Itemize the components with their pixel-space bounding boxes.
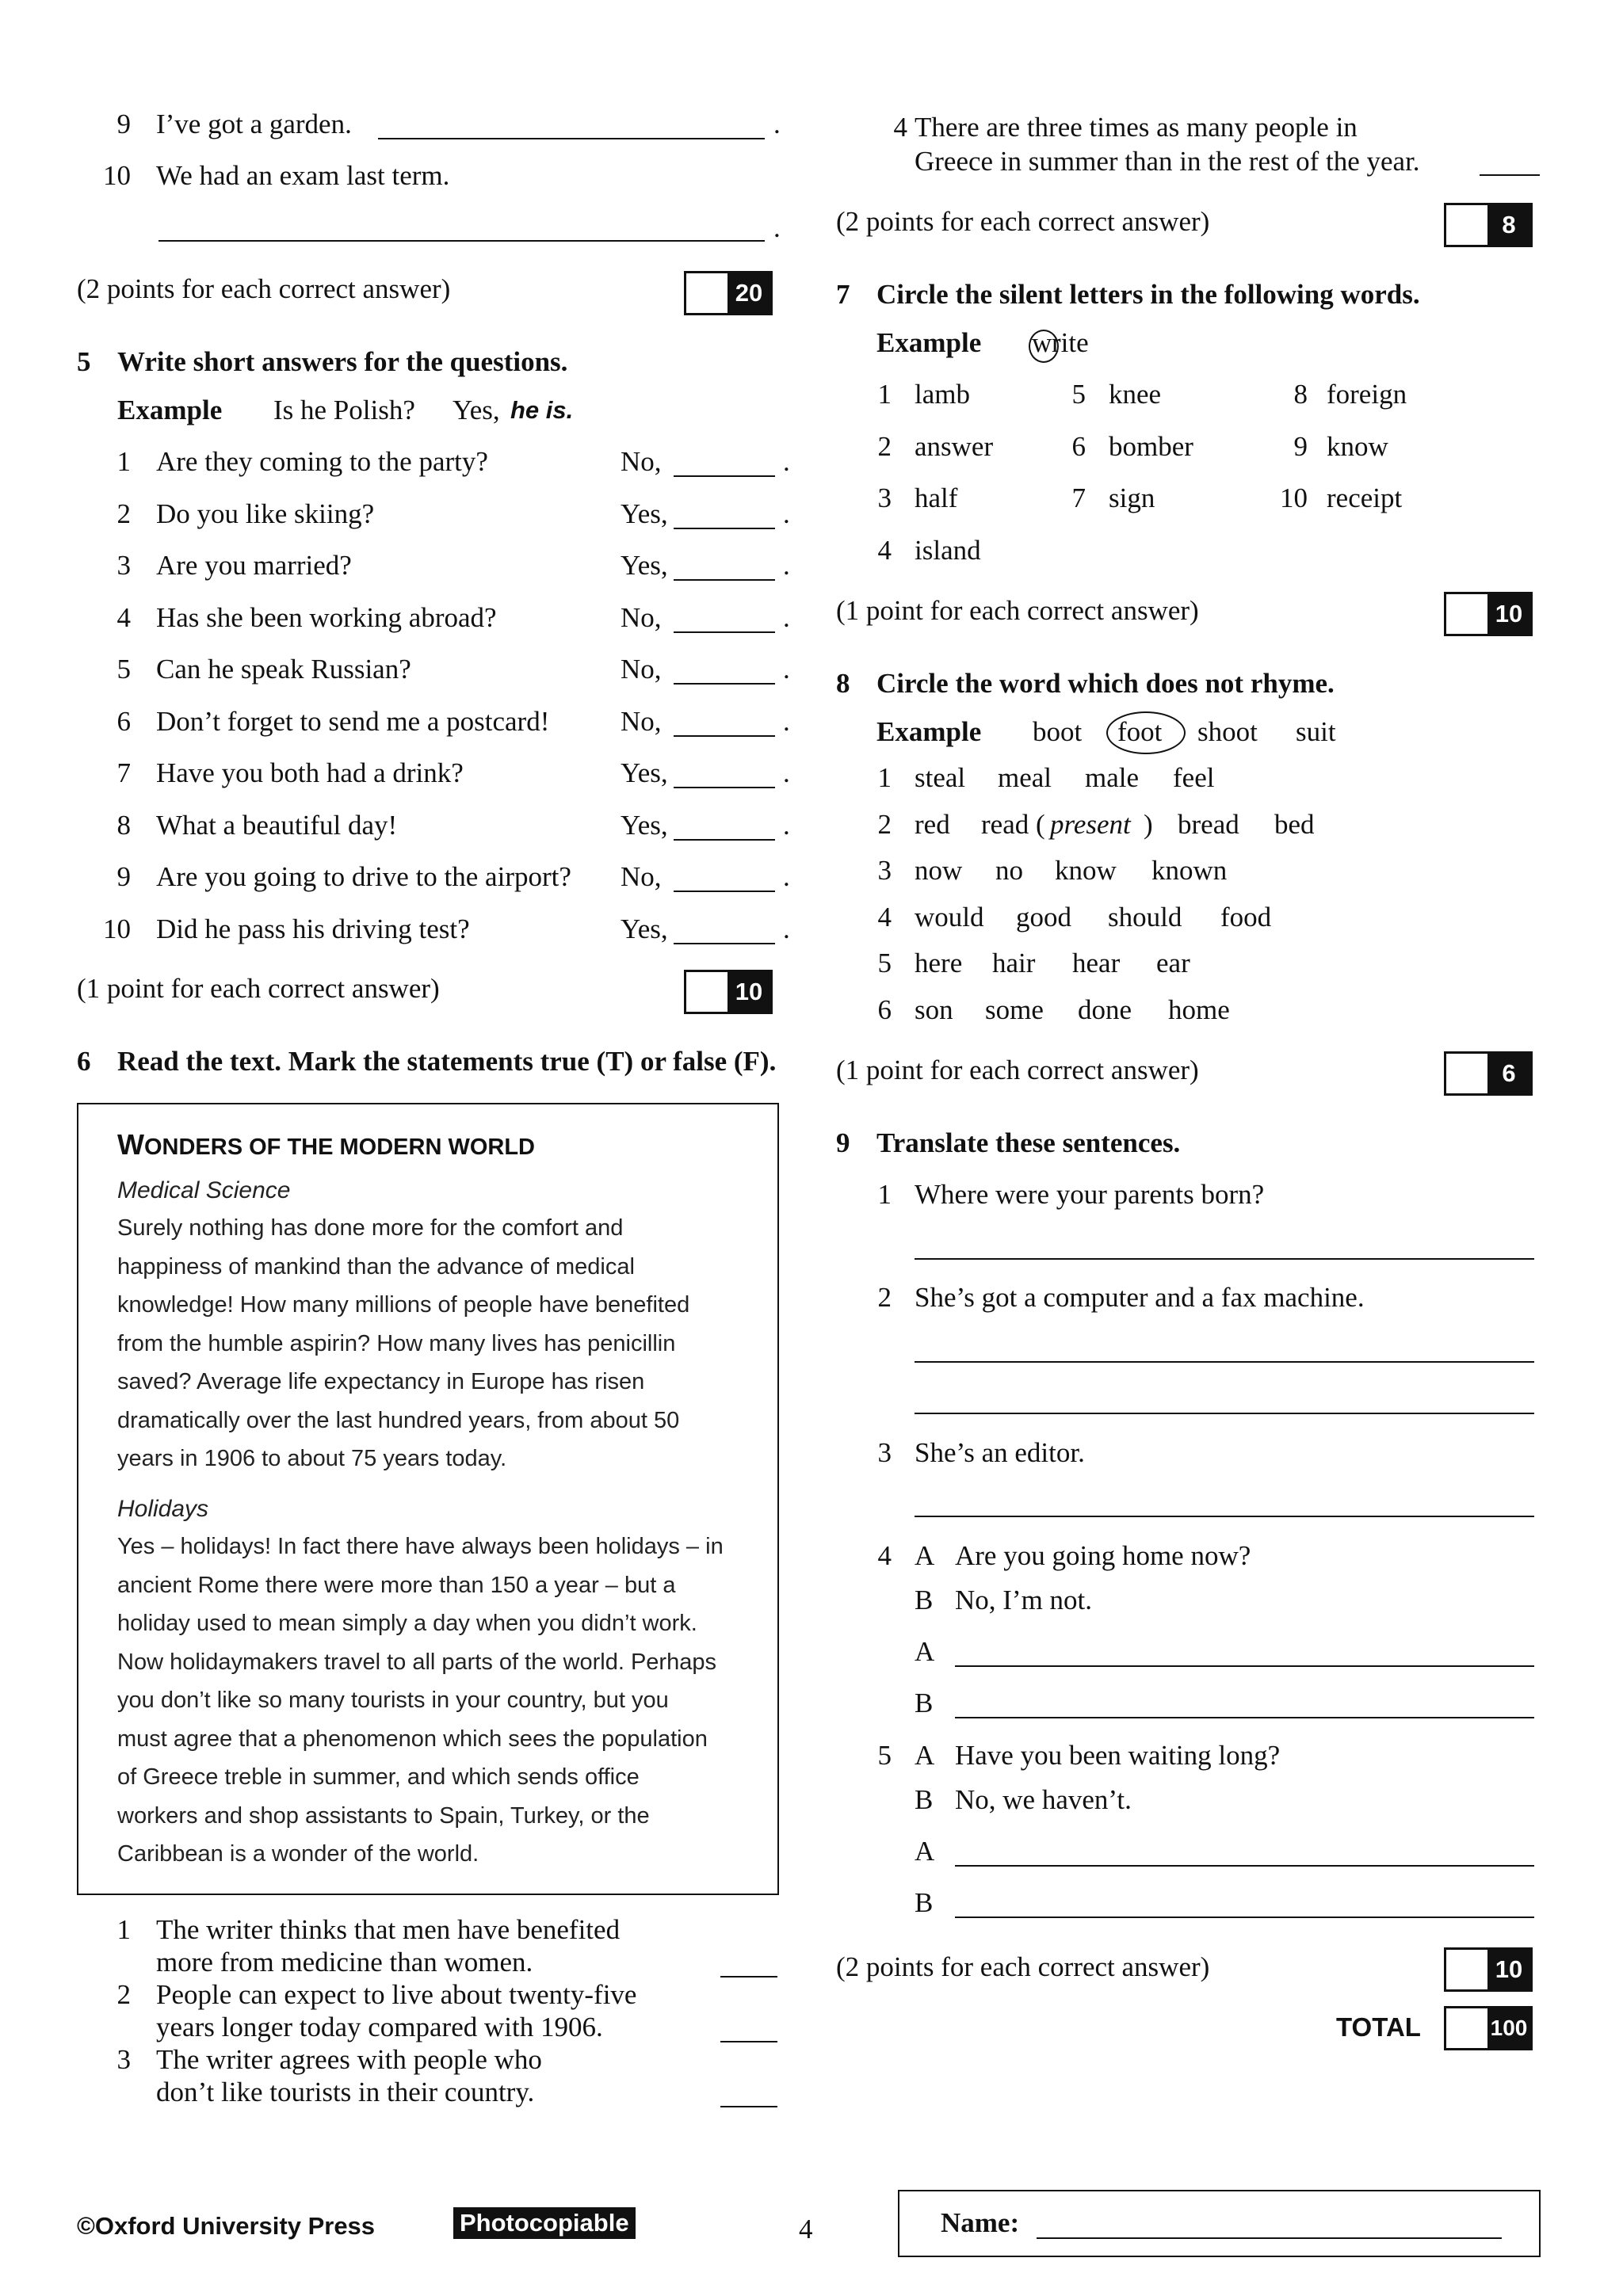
word[interactable]: knee: [1109, 379, 1162, 410]
tf-answer-line[interactable]: [720, 2041, 777, 2042]
item-number: 10: [103, 160, 131, 191]
answer-line[interactable]: [674, 579, 775, 581]
row-number: 1: [877, 762, 892, 793]
rhyme-word[interactable]: hear: [1072, 948, 1121, 978]
paragraph-line: saved? Average life expectancy in Europe has risen: [117, 1369, 645, 1394]
rhyme-word[interactable]: home: [1168, 994, 1230, 1025]
section-instruction: Read the text. Mark the statements true (T) or false (F).: [117, 1046, 777, 1077]
question-text: Don’t forget to send me a postcard!: [156, 705, 550, 737]
period: .: [773, 109, 781, 139]
section-number: 9: [836, 1127, 850, 1158]
answer-prefix: No,: [621, 446, 662, 477]
speaker-a: A: [915, 1540, 935, 1571]
rhyme-word[interactable]: good: [1016, 901, 1071, 933]
word-number: 8: [1293, 379, 1308, 410]
speaker-b: B: [915, 1585, 934, 1615]
section-number: 6: [77, 1046, 91, 1077]
points-note: (1 point for each correct answer): [77, 973, 440, 1004]
item-number: 5: [116, 654, 131, 685]
word[interactable]: sign: [1109, 482, 1155, 513]
example-label: Example: [876, 716, 982, 747]
word-number: 2: [877, 430, 892, 462]
example-answer: he is.: [510, 396, 574, 424]
word-number: 10: [1280, 482, 1308, 513]
reading-title: WONDERS OF THE MODERN WORLD: [117, 1128, 535, 1161]
question-text: What a beautiful day!: [156, 809, 398, 841]
section-number: 7: [836, 279, 850, 310]
score-total: 10: [1487, 1950, 1530, 1989]
score-box[interactable]: [1444, 203, 1533, 247]
word-number: 4: [877, 534, 892, 566]
answer-line[interactable]: [158, 240, 765, 242]
item-text: There are three times as many people in: [915, 112, 1358, 143]
question-text: Are you married?: [156, 550, 352, 581]
statement-number: 3: [116, 2044, 131, 2075]
points-note: (2 points for each correct answer): [836, 1951, 1210, 1982]
rhyme-word[interactable]: here: [915, 948, 963, 978]
example-word: shoot: [1197, 716, 1258, 747]
item-number: 3: [116, 550, 131, 581]
example-word: boot: [1033, 716, 1083, 747]
answer-prefix: Yes,: [621, 550, 668, 581]
period: .: [783, 757, 790, 788]
answer-line[interactable]: [674, 683, 775, 685]
name-input-line[interactable]: [1037, 2237, 1502, 2239]
score-total: 10: [727, 972, 770, 1012]
word[interactable]: island: [915, 534, 981, 566]
rhyme-word[interactable]: known: [1151, 855, 1228, 886]
rhyme-word[interactable]: son: [915, 994, 953, 1025]
row-number: 2: [877, 808, 892, 840]
points-note: (2 points for each correct answer): [77, 273, 451, 304]
question-text: Has she been working abroad?: [156, 601, 497, 633]
word-number: 3: [877, 482, 892, 513]
rhyme-word[interactable]: no: [995, 855, 1023, 886]
item-text: Where were your parents born?: [915, 1179, 1265, 1210]
word-number: 5: [1071, 379, 1086, 410]
item-text: Greece in summer than in the rest of the year.: [915, 146, 1420, 177]
question-text: Can he speak Russian?: [156, 654, 411, 685]
answer-line[interactable]: [915, 1413, 1534, 1414]
item-number: 8: [116, 809, 131, 841]
score-box[interactable]: [684, 271, 773, 315]
answer-line[interactable]: [674, 735, 775, 737]
name-label: Name:: [941, 2207, 1020, 2238]
section-number: 5: [77, 346, 91, 377]
paragraph-line: workers and shop assistants to Spain, Turkey, or the: [117, 1802, 650, 1829]
period: .: [773, 212, 781, 243]
name-box: [898, 2190, 1541, 2257]
points-note: (2 points for each correct answer): [836, 206, 1210, 237]
example-label: Example: [117, 395, 223, 425]
answer-line[interactable]: [915, 1361, 1534, 1363]
word-number: 9: [1293, 430, 1308, 462]
period: .: [783, 498, 790, 529]
row-number: 6: [877, 994, 892, 1025]
speaker-b: B: [915, 1688, 934, 1718]
section-instruction: Circle the word which does not rhyme.: [876, 668, 1335, 699]
question-text: Have you both had a drink?: [156, 757, 464, 788]
item-number: 4: [116, 601, 131, 633]
statement-text: The writer agrees with people who: [156, 2044, 542, 2075]
period: .: [783, 601, 790, 633]
score-box[interactable]: [1444, 1947, 1533, 1992]
dialogue-line: Have you been waiting long?: [955, 1740, 1281, 1771]
speaker-b: B: [915, 1784, 934, 1815]
question-text: Did he pass his driving test?: [156, 913, 470, 944]
answer-line[interactable]: [955, 1717, 1534, 1718]
answer-prefix: No,: [621, 654, 662, 685]
item-number: 7: [116, 757, 131, 788]
example-word: suit: [1296, 716, 1336, 747]
answer-line[interactable]: [915, 1258, 1534, 1260]
paragraph-line: knowledge! How many millions of people have benefited: [117, 1292, 690, 1318]
row-number: 3: [877, 855, 892, 886]
total-score: 100: [1487, 2008, 1530, 2048]
item-text: She’s got a computer and a fax machine.: [915, 1282, 1365, 1313]
score-total: 10: [1487, 594, 1530, 634]
score-box[interactable]: [1444, 1051, 1533, 1096]
question-text: Are they coming to the party?: [156, 446, 488, 477]
row-number: 5: [877, 948, 892, 978]
points-note: (1 point for each correct answer): [836, 595, 1199, 626]
word[interactable]: foreign: [1327, 379, 1407, 410]
dialogue-line: No, we haven’t.: [955, 1784, 1132, 1815]
word-number: 7: [1071, 482, 1086, 513]
item-number: 6: [116, 705, 131, 737]
answer-prefix: No,: [621, 861, 662, 892]
paragraph-line: must agree that a phenomenon which sees the population: [117, 1726, 708, 1752]
item-number: 2: [877, 1282, 892, 1313]
item-number: 1: [877, 1179, 892, 1210]
period: .: [783, 446, 790, 477]
item-number: 9: [116, 861, 131, 892]
word[interactable]: know: [1327, 430, 1388, 462]
rhyme-word[interactable]: bread: [1178, 808, 1239, 840]
subheading-medical: Medical Science: [117, 1177, 291, 1203]
answer-prefix: Yes,: [621, 809, 668, 841]
example-label: Example: [876, 327, 982, 358]
answer-prefix: No,: [621, 705, 662, 737]
word-number: 1: [877, 379, 892, 410]
item-number: 4: [877, 1540, 892, 1571]
answer-line[interactable]: [955, 1917, 1534, 1918]
subheading-holidays: Holidays: [117, 1496, 209, 1522]
rhyme-word: ): [1144, 808, 1153, 840]
period: .: [783, 654, 790, 685]
tf-answer-line[interactable]: [720, 1976, 777, 1978]
answer-line[interactable]: [674, 839, 775, 841]
statement-text: years longer today compared with 1906.: [156, 2012, 603, 2042]
answer-line[interactable]: [674, 787, 775, 788]
example-question: Is he Polish?: [273, 395, 415, 425]
statement-number: 1: [116, 1914, 131, 1945]
paragraph-line: Yes – holidays! In fact there have always been holidays – in: [117, 1534, 724, 1559]
speaker-a: A: [915, 1636, 935, 1667]
item-number: 2: [116, 498, 131, 529]
answer-line[interactable]: [955, 1865, 1534, 1867]
paragraph-line: you don’t like so many tourists in your country, but you: [117, 1688, 669, 1713]
rhyme-word[interactable]: hair: [992, 948, 1036, 978]
section-instruction: Circle the silent letters in the following words.: [876, 279, 1420, 310]
paragraph-line: Surely nothing has done more for the comfort and: [117, 1215, 624, 1241]
answer-line[interactable]: [674, 891, 775, 892]
item-number: 10: [103, 913, 131, 944]
example-yes: Yes,: [453, 395, 500, 425]
word[interactable]: half: [915, 482, 958, 513]
item-number: 4: [893, 112, 907, 143]
item-number: 1: [116, 446, 131, 477]
row-number: 4: [877, 901, 892, 933]
statement-text: don’t like tourists in their country.: [156, 2077, 535, 2107]
score-box[interactable]: [684, 970, 773, 1014]
paragraph-line: Caribbean is a wonder of the world.: [117, 1841, 479, 1867]
period: .: [783, 913, 790, 944]
reading-text-box: [77, 1103, 779, 1895]
paragraph-line: Now holidaymakers travel to all parts of the world. Perhaps: [117, 1649, 716, 1675]
item-text: I’ve got a garden.: [156, 109, 352, 139]
section-number: 8: [836, 668, 850, 699]
rhyme-word[interactable]: know: [1055, 855, 1117, 886]
paragraph-line: happiness of mankind than the advance of medical: [117, 1253, 635, 1280]
word[interactable]: lamb: [915, 379, 970, 410]
score-box[interactable]: [1444, 592, 1533, 636]
answer-line[interactable]: [1480, 174, 1540, 176]
answer-line[interactable]: [915, 1516, 1534, 1517]
rhyme-word[interactable]: read (: [981, 808, 1045, 840]
paragraph-line: holiday used to mean simply a day when you didn’t work.: [117, 1611, 697, 1636]
speaker-a: A: [915, 1740, 935, 1771]
copyright: ©Oxford University Press: [77, 2212, 376, 2240]
period: .: [783, 705, 790, 737]
paragraph-line: years in 1906 to about 75 years today.: [117, 1446, 507, 1471]
item-number: 3: [877, 1437, 892, 1468]
item-number: 9: [116, 109, 131, 139]
answer-line[interactable]: [955, 1665, 1534, 1667]
answer-prefix: Yes,: [621, 913, 668, 944]
rhyme-word[interactable]: should: [1108, 901, 1182, 933]
example-word-rest: rite: [1052, 327, 1089, 358]
dialogue-line: No, I’m not.: [955, 1585, 1093, 1615]
answer-line[interactable]: [674, 528, 775, 529]
rhyme-word[interactable]: now: [915, 855, 963, 886]
paragraph-line: of Greece treble in summer, and which sends office: [117, 1764, 640, 1790]
paragraph-line: dramatically over the last hundred years, from about 50: [117, 1407, 680, 1433]
paragraph-line: ancient Rome there were more than 150 a year – but a: [117, 1572, 676, 1598]
statement-text: The writer thinks that men have benefited: [156, 1914, 621, 1945]
section-instruction: Write short answers for the questions.: [117, 346, 568, 377]
rhyme-word[interactable]: steal: [915, 762, 966, 793]
word[interactable]: bomber: [1109, 430, 1193, 462]
answer-prefix: Yes,: [621, 757, 668, 788]
period: .: [783, 861, 790, 892]
photocopiable-badge: Photocopiable: [453, 2207, 636, 2239]
speaker-b: B: [915, 1887, 934, 1918]
rhyme-word[interactable]: would: [915, 901, 984, 933]
word[interactable]: answer: [915, 430, 994, 462]
speaker-a: A: [915, 1836, 935, 1867]
score-total: 6: [1487, 1054, 1530, 1093]
word[interactable]: receipt: [1327, 482, 1403, 513]
tf-answer-line[interactable]: [720, 2106, 777, 2107]
rhyme-word[interactable]: male: [1085, 762, 1140, 793]
answer-line[interactable]: [674, 475, 775, 477]
rhyme-word[interactable]: some: [985, 994, 1044, 1025]
question-text: Do you like skiing?: [156, 498, 375, 529]
answer-line[interactable]: [674, 943, 775, 944]
score-total: 20: [727, 273, 770, 313]
period: .: [783, 550, 790, 581]
score-total: 8: [1487, 205, 1530, 245]
points-note: (1 point for each correct answer): [836, 1055, 1199, 1085]
rhyme-word[interactable]: red: [915, 808, 950, 840]
answer-line[interactable]: [378, 138, 765, 139]
item-text: We had an exam last term.: [156, 160, 450, 191]
rhyme-word[interactable]: bed: [1274, 808, 1315, 840]
total-label: TOTAL: [1336, 2012, 1421, 2042]
item-text: She’s an editor.: [915, 1437, 1085, 1468]
page-number: 4: [799, 2214, 813, 2245]
question-text: Are you going to drive to the airport?: [156, 861, 571, 892]
word-number: 6: [1071, 430, 1086, 462]
paragraph-line: from the humble aspirin? How many lives has penicillin: [117, 1330, 676, 1356]
rhyme-word: present: [1050, 808, 1131, 840]
answer-prefix: Yes,: [621, 498, 668, 529]
example-circled-letter: w: [1032, 327, 1052, 358]
answer-line[interactable]: [674, 631, 775, 633]
rhyme-word[interactable]: ear: [1156, 948, 1190, 978]
period: .: [783, 809, 790, 841]
total-score-box[interactable]: [1444, 2006, 1533, 2050]
statement-text: more from medicine than women.: [156, 1947, 533, 1978]
answer-prefix: No,: [621, 601, 662, 633]
example-word-circled: foot: [1117, 716, 1163, 747]
rhyme-word[interactable]: done: [1078, 994, 1132, 1025]
rhyme-word[interactable]: meal: [998, 762, 1052, 793]
section-instruction: Translate these sentences.: [876, 1127, 1181, 1158]
statement-text: People can expect to live about twenty-five: [156, 1979, 637, 2010]
item-number: 5: [877, 1740, 892, 1771]
dialogue-line: Are you going home now?: [955, 1540, 1251, 1571]
rhyme-word[interactable]: feel: [1173, 762, 1215, 793]
statement-number: 2: [116, 1979, 131, 2010]
rhyme-word[interactable]: food: [1220, 901, 1272, 933]
